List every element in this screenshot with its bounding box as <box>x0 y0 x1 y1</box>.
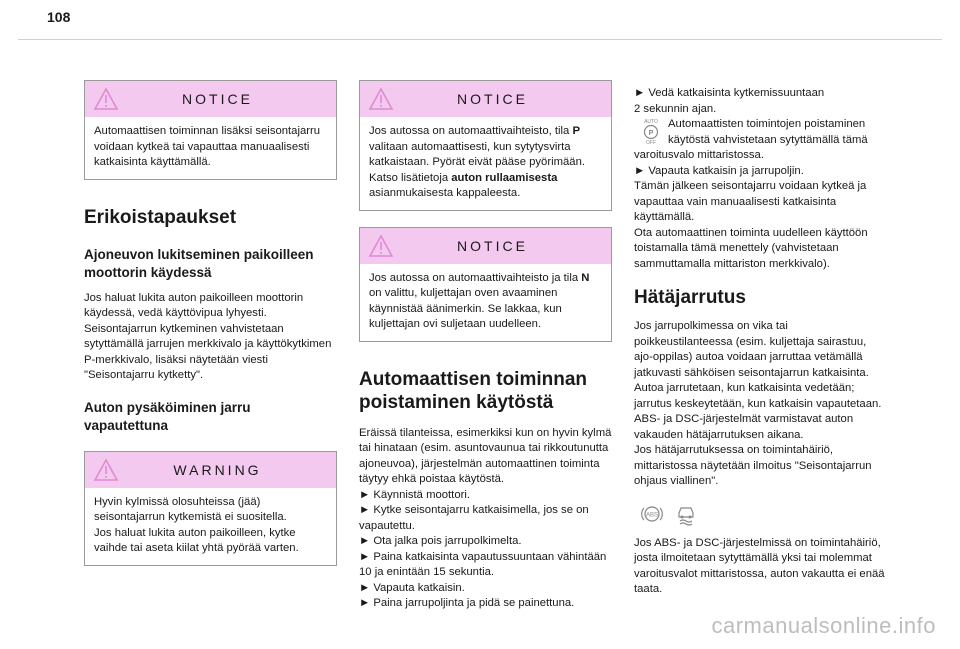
notice-header <box>85 81 336 117</box>
section-heading-emergency-braking: Hätäjarrutus <box>634 287 746 308</box>
paragraph-disable-auto: Eräissä tilanteissa, esimerkiksi kun on hyvin kylmä tai hinataan (esim. asuntovaunua tai rikkoutunutta ajoneuvoa), järjestelmän automaattinen toiminta täytyy ehkä poistaa käytöstä. ► Käynnistä moottori. ► Kytke seisontajarru katkaisimella, jos se on vapautettu. ► Ota jalka pois jarrupolkimelta. ► Paina katkaisinta vapautussuuntaan vähintään 10 ja enintään 15 sekuntia. ► Vapauta katkaisin. ► Paina jarrupoljinta ja pidä se painettuna. <box>359 426 612 609</box>
paragraph-lock-running: Jos haluat lukita auton paikoilleen moottorin käydessä, vedä käyttövipua lyhyesti. Seisontajarrun kytkeminen vahvistetaan sytyttämällä jarrujen merkkivalo ja käyttökytkimen P-merkkivalo, lisäksi näytetään viesti "Seisontajarru kytketty". <box>84 291 332 381</box>
text-run: Jos autossa on automaattivaihteisto, tila <box>369 125 573 137</box>
notice-title: NOTICE <box>457 91 528 107</box>
text-run: on valittu, kuljettajan oven avaaminen käynnistää äänimerkin. Se lakkaa, kun kuljettajan ovi suljetaan uudelleen. <box>369 287 562 330</box>
subheading-lock-running: Ajoneuvon lukitseminen paikoilleen moottorin käydessä <box>84 246 314 280</box>
text-run-bold: P <box>572 125 581 137</box>
subheading-park-released: Auton pysäköiminen jarru vapautettuna <box>84 399 251 433</box>
warning-header <box>85 452 336 488</box>
paragraph-auto-off: Automaattisten toimintojen poistaminen käytöstä vahvistetaan sytyttämällä tämä varoitusvalo mittaristossa. <box>634 118 868 161</box>
svg-text:AUTO: AUTO <box>644 119 658 125</box>
paragraph-release: ► Vapauta katkaisin ja jarrupoljin. Tämän jälkeen seisontajarru voidaan kytkeä ja vapauttaa vain manuaalisesti katkaisinta käyttämällä. Ota automaattinen toiminta uudelleen käyttöön toistamalla tämä menettely (vahvistetaan sammuttamalla mittariston merkkivalo). <box>634 164 868 270</box>
page-number: 108 <box>47 9 71 25</box>
warning-box <box>84 451 337 566</box>
icon-paragraph <box>634 117 887 164</box>
notice-header <box>360 81 611 117</box>
svg-text:ABS: ABS <box>645 512 659 518</box>
column-2 <box>359 80 612 612</box>
warning-triangle-icon <box>93 458 119 482</box>
warning-icons-row <box>640 502 887 526</box>
text-run: valitaan automaattisesti, kun sytytysvirta katkaistaan. Pyörät eivät pääse pyörimään. Katso lisätietoja <box>369 140 586 184</box>
notice-box-1 <box>84 80 337 180</box>
notice-box-3 <box>359 227 612 342</box>
text-run-bold: N <box>581 271 590 284</box>
header-rule <box>18 39 942 40</box>
svg-text:OFF: OFF <box>646 140 656 145</box>
warning-title: WARNING <box>173 461 262 478</box>
warning-triangle-icon <box>368 234 394 258</box>
section-heading-special-cases: Erikoistapaukset <box>84 206 237 228</box>
warning-triangle-icon <box>368 87 394 111</box>
notice-body <box>360 117 611 210</box>
notice-title: NOTICE <box>457 237 528 254</box>
warning-triangle-icon <box>93 87 119 111</box>
svg-text:P: P <box>648 130 654 137</box>
text-run: Jos autossa on automaattivaihteisto ja tila <box>369 271 582 284</box>
notice-box-2 <box>359 80 612 211</box>
notice-body <box>360 264 611 341</box>
column-3 <box>634 86 887 598</box>
watermark: carmanualsonline.info <box>711 613 936 638</box>
text-run-bold: auton rullaamisesta <box>451 171 558 184</box>
notice-title: NOTICE <box>182 91 253 107</box>
warning-body: Hyvin kylmissä olosuhteissa (jää) seisontajarrun kytkemistä ei suositella. Jos haluat lukita auton paikoilleen, kytke vaihde tai aseta kiilat yhtä pyörää varten. <box>94 495 299 554</box>
paragraph-abs-dsc: Jos ABS- ja DSC-järjestelmissä on toimintahäiriö, josta ilmoitetaan sytyttämällä yksi tai molemmat varoitusvalot mittaristossa, auton vakautta ei enää taata. <box>634 536 885 595</box>
column-1 <box>84 80 337 582</box>
paragraph-pull-switch: ► Vedä katkaisinta kytkemissuuntaan 2 sekunnin ajan. <box>634 87 825 115</box>
abs-warning-icon <box>640 502 664 526</box>
section-heading-disable-auto: Automaattisen toiminnan poistaminen käytöstä <box>359 368 588 413</box>
dsc-warning-icon <box>674 502 698 526</box>
paragraph-emergency-braking: Jos jarrupolkimessa on vika tai poikkeustilanteessa (esim. kuljettaja sairastuu, ajo-oppilas) autoa voidaan jarruttaa vetämällä jatkuvasti sähköisen seisontajarrun katkaisinta. Autoa jarrutetaan, kun katkaisinta vedetään; jarrutus keskeytetään, kun katkaisin vapautetaan. ABS- ja DSC-järjestelmät varmistavat auton vakauden hätäjarrutuksen aikana. Jos hätäjarrutuksessa on toimintahäiriö, mittaristossa näytetään ilmoitus "Seisontajarrun ohjaus viallinen". <box>634 320 882 487</box>
notice-body: Automaattisen toiminnan lisäksi seisontajarru voidaan kytkeä tai vapauttaa manuaalisesti katkaisinta käyttämällä. <box>94 125 321 168</box>
auto-off-parking-brake-icon <box>640 117 662 145</box>
notice-header <box>360 228 611 264</box>
text-run: asianmukaisesta kappaleesta. <box>369 187 521 199</box>
